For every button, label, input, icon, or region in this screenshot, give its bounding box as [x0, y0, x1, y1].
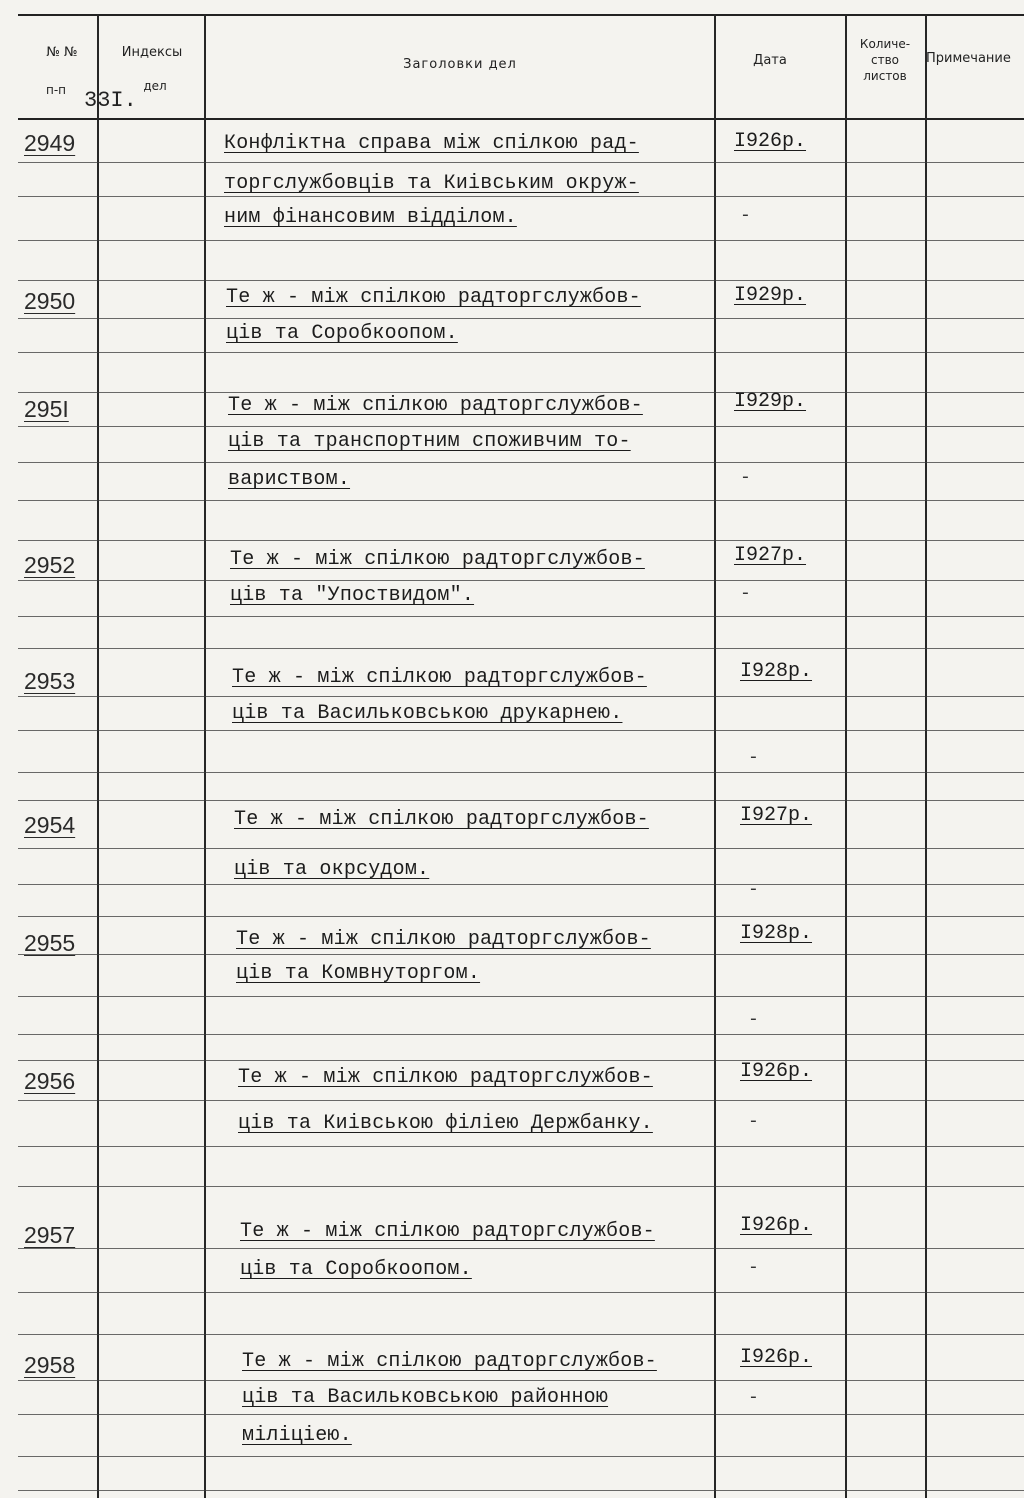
record-dash: -: [748, 1112, 759, 1132]
row-rule: [18, 916, 1024, 917]
row-rule: [18, 1334, 1024, 1335]
record-title-line: Те ж - мiж спiлкою радторгслужбов-: [232, 666, 647, 689]
row-rule: [18, 1414, 1024, 1415]
row-rule: [18, 280, 1024, 281]
row-rule: [18, 1034, 1024, 1035]
header-notes-label: Примечание: [926, 51, 1011, 66]
record-title-line: цiв та окрсудом.: [234, 858, 430, 881]
record-title-line: цiв та транспортним споживчим то-: [228, 430, 631, 453]
record-title-line: мiлiцiею.: [242, 1424, 352, 1447]
record-number: 2952: [24, 552, 76, 578]
record-dash: -: [748, 1010, 759, 1030]
column-divider-5: [925, 14, 927, 1498]
row-rule: [18, 1490, 1024, 1491]
row-rule: [18, 1248, 1024, 1249]
record-title-line: ним фiнансовим вiддiлом.: [224, 206, 517, 229]
record-date: I928р.: [740, 660, 813, 683]
header-count-label-3: листов: [863, 69, 907, 83]
record-number: 2954: [24, 812, 76, 838]
header-date-label: Дата: [753, 53, 787, 68]
row-rule: [18, 500, 1024, 501]
row-rule: [18, 1100, 1024, 1101]
record-date: I928р.: [740, 922, 813, 945]
header-pp-label: п-п: [45, 83, 67, 97]
row-rule: [18, 1292, 1024, 1293]
record-title-line: Те ж - мiж спiлкою радторгслужбов-: [234, 808, 649, 831]
record-number: 2950: [24, 288, 76, 314]
record-title-line: Те ж - мiж спiлкою радторгслужбов-: [236, 928, 651, 951]
record-title-line: торгслужбовцiв та Киiвським окруж-: [224, 172, 639, 195]
row-rule: [18, 352, 1024, 353]
row-rule: [18, 318, 1024, 319]
row-rule: [18, 462, 1024, 463]
record-dash: -: [748, 748, 759, 768]
record-title-line: Те ж - мiж спiлкою радторгслужбов-: [230, 548, 645, 571]
record-date: I926р.: [740, 1214, 813, 1237]
record-title-line: вариством.: [228, 468, 351, 491]
record-number: 295I: [24, 396, 69, 422]
column-divider-3: [714, 14, 716, 1498]
record-title-line: Те ж - мiж спiлкою радторгслужбов-: [238, 1066, 653, 1089]
record-date: I926р.: [740, 1060, 813, 1083]
record-title-line: цiв та Киiвською фiлiею Держбанку.: [238, 1112, 653, 1135]
row-rule: [18, 800, 1024, 801]
column-divider-1: [97, 14, 99, 1498]
record-date: I927р.: [734, 544, 807, 567]
record-title-line: Конфлiктна справа мiж спiлкою рад-: [224, 132, 639, 155]
record-dash: -: [748, 880, 759, 900]
record-title-line: Те ж - мiж спiлкою радторгслужбов-: [240, 1220, 655, 1243]
header-count-label-2: ство: [870, 53, 899, 67]
row-rule: [18, 1456, 1024, 1457]
record-title-line: цiв та Васильковською районною: [242, 1386, 609, 1409]
record-number: 2949: [24, 130, 76, 156]
row-rule: [18, 648, 1024, 649]
row-rule: [18, 616, 1024, 617]
row-rule: [18, 1186, 1024, 1187]
row-rule: [18, 392, 1024, 393]
record-title-line: цiв та "Упоствидом".: [230, 584, 475, 607]
row-rule: [18, 196, 1024, 197]
record-dash: -: [748, 1388, 759, 1408]
record-date: I926р.: [734, 130, 807, 153]
table-top-border: [18, 14, 1024, 16]
record-number: 2958: [24, 1352, 76, 1378]
row-rule: [18, 162, 1024, 163]
row-rule: [18, 730, 1024, 731]
record-number: 2955: [24, 930, 76, 956]
record-title-line: Те ж - мiж спiлкою радторгслужбов-: [228, 394, 643, 417]
row-rule: [18, 884, 1024, 885]
row-rule: [18, 696, 1024, 697]
record-title-line: Те ж - мiж спiлкою радторгслужбов-: [226, 286, 641, 309]
record-number: 2957: [24, 1222, 76, 1248]
row-rule: [18, 426, 1024, 427]
row-rule: [18, 848, 1024, 849]
record-dash: -: [740, 206, 751, 226]
row-rule: [18, 1380, 1024, 1381]
record-title-line: цiв та Соробкоопом.: [226, 322, 458, 345]
row-rule: [18, 240, 1024, 241]
column-divider-4: [845, 14, 847, 1498]
column-divider-2: [204, 14, 206, 1498]
row-rule: [18, 580, 1024, 581]
record-date: I929р.: [734, 390, 807, 413]
header-titles-label: Заголовки дел: [403, 57, 517, 72]
row-rule: [18, 996, 1024, 997]
header-cases-label: дел: [143, 79, 167, 93]
record-title-line: цiв та Комвнуторгом.: [236, 962, 481, 985]
record-number: 2956: [24, 1068, 76, 1094]
header-bottom-border: [18, 118, 1024, 120]
row-rule: [18, 1146, 1024, 1147]
record-title-line: Те ж - мiж спiлкою радторгслужбов-: [242, 1350, 657, 1373]
record-date: I927р.: [740, 804, 813, 827]
row-rule: [18, 1060, 1024, 1061]
record-title-line: цiв та Васильковською друкарнею.: [232, 702, 623, 725]
record-number: 2953: [24, 668, 76, 694]
record-dash: -: [740, 584, 751, 604]
row-rule: [18, 540, 1024, 541]
record-date: I926р.: [740, 1346, 813, 1369]
header-index-label: Индексы: [121, 45, 183, 60]
record-dash: -: [748, 1258, 759, 1278]
header-count-label-1: Количе-: [859, 37, 911, 51]
row-rule: [18, 954, 1024, 955]
row-rule: [18, 772, 1024, 773]
header-number-label: № №: [46, 45, 78, 60]
fond-number: 33I.: [84, 88, 137, 113]
record-dash: -: [740, 468, 751, 488]
record-title-line: цiв та Соробкоопом.: [240, 1258, 472, 1281]
record-date: I929р.: [734, 284, 807, 307]
